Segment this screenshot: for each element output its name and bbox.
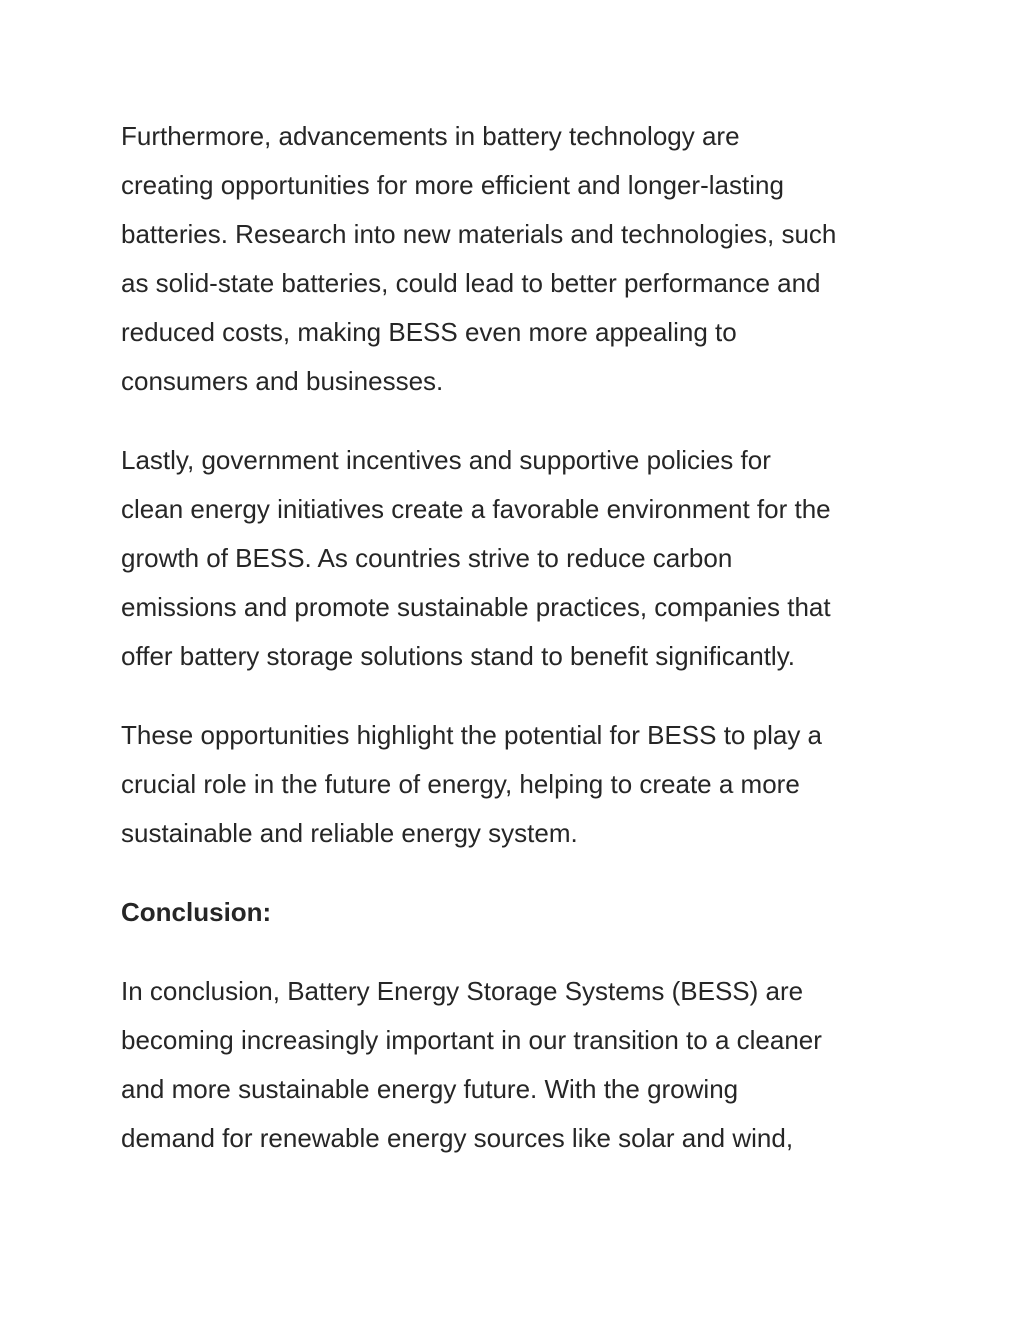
paragraph-government-incentives: Lastly, government incentives and supportive policies for clean energy initiatives create a favorable environment for the growth of BESS. As countries strive to reduce carbon emissions and promote sustainable practices, companies that offer battery storage solutions stand to benefit significantly.	[121, 445, 831, 671]
conclusion-heading: Conclusion:	[121, 897, 272, 927]
paragraph-opportunities-summary: These opportunities highlight the potential for BESS to play a crucial role in the future of energy, helping to create a more sustainable and reliable energy system.	[121, 720, 822, 848]
paragraph-conclusion: In conclusion, Battery Energy Storage Systems (BESS) are becoming increasingly important in our transition to a cleaner and more sustainable energy future. With the growing demand for renewable energy sources like solar and wind,	[121, 976, 822, 1153]
paragraph-battery-advancements: Furthermore, advancements in battery technology are creating opportunities for more efficient and longer-lasting batteries. Research into new materials and technologies, such as solid-state batteries, could lead to better performance and reduced costs, making BESS even more appealing to consumers and businesses.	[121, 121, 837, 396]
document-body	[121, 112, 921, 1193]
